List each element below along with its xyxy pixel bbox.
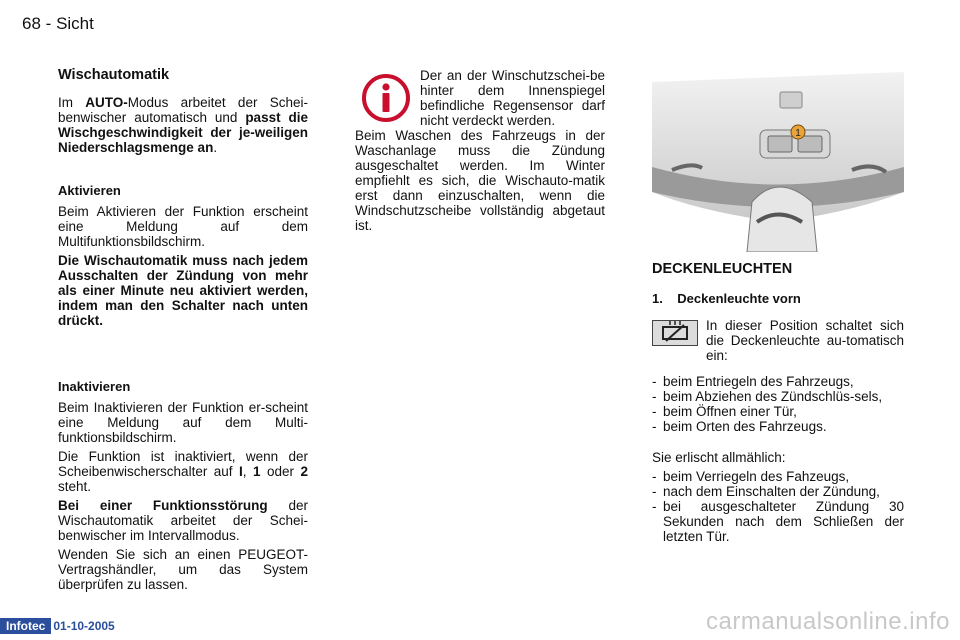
off-heading: Sie erlischt allmählich:: [652, 450, 786, 465]
list-item: - beim Verriegeln des Fahzeugs,: [652, 469, 904, 484]
ceiling-light-photo: [652, 72, 904, 252]
service-text: Wenden Sie sich an einen PEUGEOT-Vertragshändler, um das System überprüfen zu lassen.: [58, 547, 308, 592]
footer: [0, 618, 115, 634]
wash-text: Beim Waschen des Fahrzeugs in der Waschanlage muss die Zündung ausgeschaltet werden. Im Winter empfiehlt es sich, die Wischauto-matik erst dann einzuschalten, wenn die Windschutzscheibe vollständig abgetaut ist.: [355, 128, 605, 233]
light-conditions: [652, 374, 904, 544]
section-title: Sicht: [56, 14, 94, 33]
list-item: - bei ausgeschalteter Zündung 30 Sekunden nach dem Schließen der letzten Tür.: [652, 499, 904, 544]
switch-text: In dieser Position schaltet sich die Deckenleuchte au-tomatisch ein:: [706, 318, 904, 363]
watermark: carmanualsonline.info: [706, 608, 950, 635]
infotec-logo: Infotec: [0, 618, 51, 634]
column-wischautomatik: [58, 68, 308, 595]
on-list: [652, 374, 904, 434]
list-item: - beim Orten des Fahrzeugs.: [652, 419, 904, 434]
activate-heading: Aktivieren: [58, 183, 121, 198]
list-item: - beim Entriegeln des Fahrzeugs,: [652, 374, 904, 389]
footer-date: 01-10-2005: [53, 619, 115, 633]
page-header: [22, 14, 94, 34]
fault-text: Bei einer Funktionsstörung der Wischautomatik arbeitet der Schei-benwischer im Intervallmodus.: [58, 498, 309, 543]
page-number: 68: [22, 14, 41, 33]
info-note: [420, 68, 605, 128]
deckenleuchte-vorn-heading: 1. Deckenleuchte vorn: [652, 291, 801, 306]
deactivate-heading: Inaktivieren: [58, 379, 131, 394]
photo-label: 1: [795, 128, 801, 139]
off-list: [652, 469, 904, 544]
ceiling-light-switch-icon: [652, 320, 698, 346]
list-item: - nach dem Einschalten der Zündung,: [652, 484, 904, 499]
info-icon: [360, 72, 412, 124]
header-separator: -: [45, 14, 52, 33]
activate-text: Beim Aktivieren der Funktion erscheint eine Meldung auf dem Multifunktionsbildschirm.: [58, 204, 308, 249]
column-wash: [355, 128, 605, 236]
list-item: - beim Abziehen des Zündschlüs-sels,: [652, 389, 904, 404]
list-item: - beim Öffnen einer Tür,: [652, 404, 904, 419]
deckenleuchten-title: DECKENLEUCHTEN: [652, 261, 793, 277]
column-deckenleuchten: [652, 262, 904, 306]
wischautomatik-title: Wischautomatik: [58, 67, 170, 83]
intro-paragraph: Im AUTO-Modus arbeitet der Schei-benwischer automatisch und passt die Wischgeschwindigkeit der je-weiligen Niederschlagsmenge an.: [58, 95, 309, 155]
info-note-text: Der an der Winschutzschei-be hinter dem Innenspiegel befindliche Regensensor darf nicht verdeckt werden.: [420, 68, 605, 128]
deactivate-text: Beim Inaktivieren der Funktion er-scheint eine Meldung auf dem Multi-funktionsbildschirm.: [58, 400, 308, 445]
activate-warning: Die Wischautomatik muss nach jedem Ausschalten der Zündung von mehr als einer Minute neu aktiviert werden, indem man den Schalter nach unten drückt.: [58, 253, 308, 328]
inactive-text: Die Funktion ist inaktiviert, wenn der Scheibenwischerschalter auf I, 1 oder 2 steht.: [58, 449, 308, 494]
